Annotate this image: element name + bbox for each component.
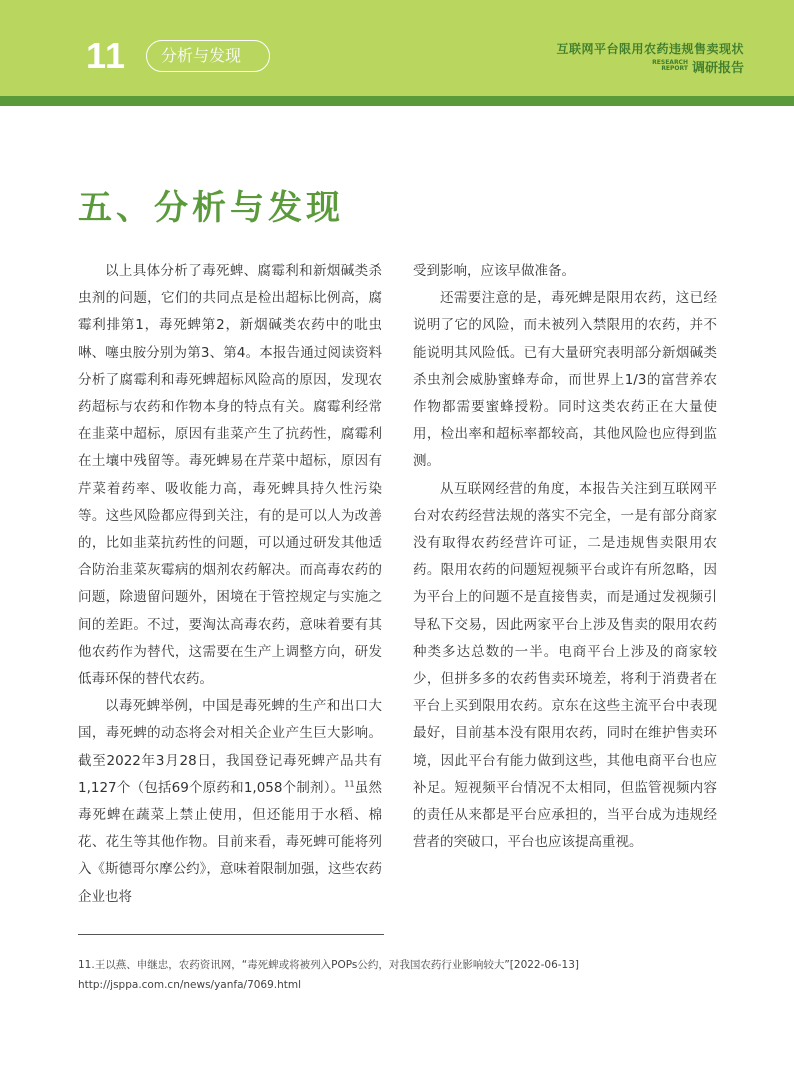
paragraph: 还需要注意的是，毒死蜱是限用农药，这已经说明了它的风险，而未被列入禁限用的农药，并不能说明其风险低。已有大量研究表明部分新烟碱类杀虫剂会威胁蜜蜂寿命，而世界上1/3的富营养农作物都需要蜜蜂授粉。同时这类农药正在大量使用，检出率和超标率都较高，其他风险也应得到监测。 (413, 290, 717, 470)
paragraph: 从互联网经营的角度，本报告关注到互联网平台对农药经营法规的落实不完全，一是有部分商家没有取得农药经营许可证，二是违规售卖限用农药。限用农药的问题短视频平台或许有所忽略，因为平台上的问题不是直接售卖，而是通过发视频引导私下交易，因此两家平台上涉及售卖的限用农药种类多达总数的一半。电商平台上涉及的商家较少，但拼多多的农药售卖环境差，将利于消费者在平台上买到限用农药。京东在这些主流平台中表现最好，目前基本没有限用农药，同时在维护售卖环境，因此平台有能力做到这些，其他电商平台也应补足。短视频平台情况不太相同，但监管视频内容的责任从来都是平台应承担的，当平台成为违规经营者的突破口，平台也应该提高重视。 (413, 480, 717, 851)
brand-english-line1: RESEARCH (652, 59, 688, 66)
section-label: 分析与发现 (146, 40, 270, 72)
page-number: 11 (86, 35, 127, 76)
body-column-left (78, 258, 382, 911)
footnote-reference: 11 (344, 779, 355, 789)
paragraph (78, 693, 382, 911)
brand-chinese: 调研报告 (691, 60, 744, 76)
paragraph-text: 虽然毒死蜱在蔬菜上禁止使用，但还能用于水稻、棉花、花生等其他作物。目前来看，毒死蜱可能将列入《斯德哥尔摩公约》，意味着限制加强，这些农药企业也将 (78, 779, 382, 905)
chapter-heading: 五、分析与发现 (78, 188, 344, 228)
body-column-right (413, 258, 717, 856)
report-title: 互联网平台限用农药违规售卖现状 (556, 42, 744, 56)
paragraph-continuation: 受到影响，应该早做准备。 (413, 263, 575, 279)
header-stripe (0, 96, 794, 106)
brand-english (648, 60, 688, 72)
footnote-citation: 11.王以燕、申继忠，农药资讯网，“毒死蜱或将被列入POPs公约，对我国农药行业影响较大”[2022-06-13] (78, 959, 580, 971)
report-brand-logo (648, 57, 744, 75)
footnote (78, 955, 718, 995)
brand-english-line2: REPORT (661, 65, 688, 72)
paragraph-text: 以毒死蜱举例，中国是毒死蜱的生产和出口大国，毒死蜱的动态将会对相关企业产生巨大影响。截至2022年3月28日，我国登记毒死蜱产品共有1,127个（包括69个原药和1,058个制剂）。 (78, 698, 382, 796)
paragraph: 以上具体分析了毒死蜱、腐霉利和新烟碱类杀虫剂的问题，它们的共同点是检出超标比例高，腐霉利排第1，毒死蜱第2，新烟碱类农药中的吡虫啉、噻虫胺分别为第3、第4。本报告通过阅读资料分析了腐霉利和毒死蜱超标风险高的原因，发现农药超标与农药和作物本身的特点有关。腐霉利经常在韭菜中超标，原因有韭菜产生了抗药性，腐霉利在土壤中残留等。毒死蜱易在芹菜中超标，原因有芹菜着药率、吸收能力高，毒死蜱具持久性污染等。这些风险都应得到关注，有的是可以人为改善的，比如韭菜抗药性的问题，可以通过研发其他适合防治韭菜灰霉病的烟剂农药解决。而高毒农药的问题，除遗留问题外，困境在于管控规定与实施之间的差距。不过，要淘汰高毒农药，意味着要有其他农药作为替代，这需要在生产上调整方向，研发低毒环保的替代农药。 (78, 263, 382, 688)
footnote-divider (78, 934, 384, 935)
footnote-link[interactable]: http://jsppa.com.cn/news/yanfa/7069.html (78, 979, 302, 991)
